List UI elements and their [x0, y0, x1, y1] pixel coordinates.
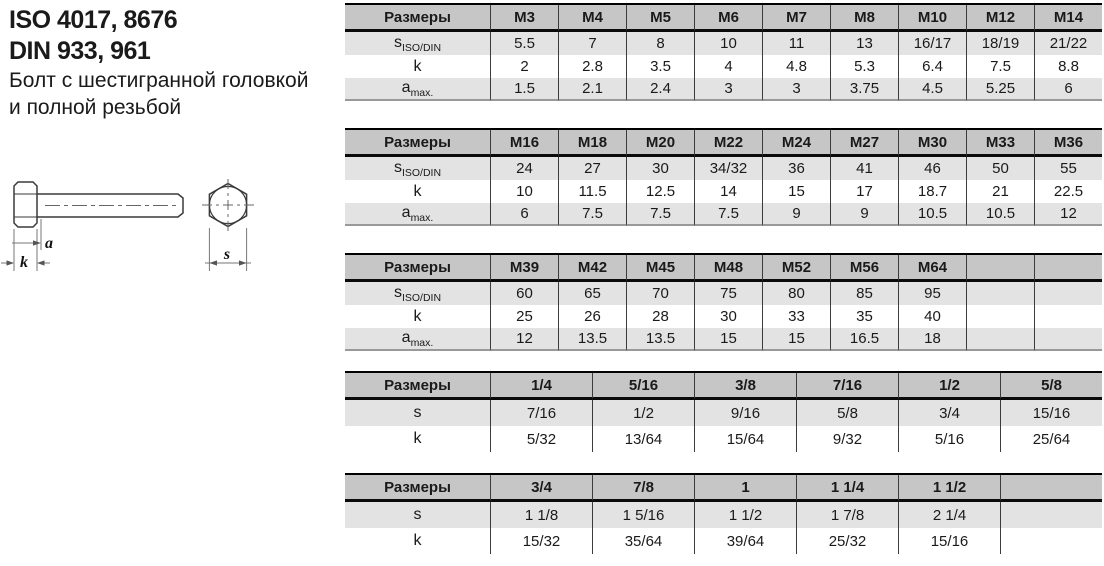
row-label-symbol: s	[393, 158, 402, 176]
column-header: M14	[1034, 5, 1102, 32]
table-corner-label: Размеры	[345, 373, 490, 400]
table-cell: 13/64	[592, 426, 694, 452]
table-cell: 17	[830, 180, 898, 203]
din-standard-title: DIN 933, 961	[9, 37, 151, 65]
table-cell: 13.5	[558, 328, 626, 351]
column-header	[1000, 475, 1102, 502]
table-cell: 12.5	[626, 180, 694, 203]
table-cell: 60	[490, 282, 558, 305]
dimension-table-5	[345, 473, 1102, 554]
table-cell: 35	[830, 305, 898, 328]
column-header: 1 1/4	[796, 475, 898, 502]
table-cell: 24	[490, 157, 558, 180]
column-header: M27	[830, 130, 898, 157]
column-header	[1034, 255, 1102, 282]
table-cell: 1 7/8	[796, 502, 898, 528]
table-cell: 80	[762, 282, 830, 305]
column-header: 7/8	[592, 475, 694, 502]
table-cell: 10	[490, 180, 558, 203]
table-cell: 18	[898, 328, 966, 351]
table-cell: 15/16	[1000, 400, 1102, 426]
table-cell: 2.8	[558, 55, 626, 78]
table-cell: 18.7	[898, 180, 966, 203]
table-cell: 36	[762, 157, 830, 180]
table-cell: 7.5	[694, 203, 762, 226]
table-cell: 2.1	[558, 78, 626, 101]
row-label	[345, 502, 490, 528]
table-cell	[1034, 282, 1102, 305]
table-cell: 8	[626, 32, 694, 55]
table-cell: 3.5	[626, 55, 694, 78]
row-label-subscript: max.	[410, 336, 434, 349]
table-cell: 11	[762, 32, 830, 55]
table-cell: 85	[830, 282, 898, 305]
row-label	[345, 305, 490, 328]
table-cell: 12	[1034, 203, 1102, 226]
table-cell: 1 5/16	[592, 502, 694, 528]
row-label-symbol: s	[393, 283, 402, 301]
table-corner-label: Размеры	[345, 255, 490, 282]
table-cell: 7.5	[966, 55, 1034, 78]
dimension-label-k: k	[20, 254, 28, 271]
table-cell: 3/4	[898, 400, 1000, 426]
table-cell: 65	[558, 282, 626, 305]
table-row	[345, 32, 1102, 55]
table-cell: 18/19	[966, 32, 1034, 55]
table-cell: 40	[898, 305, 966, 328]
bolt-head-outline	[14, 182, 37, 227]
table-cell: 2	[490, 55, 558, 78]
table-cell: 39/64	[694, 528, 796, 554]
column-header: M18	[558, 130, 626, 157]
table-cell: 8.8	[1034, 55, 1102, 78]
column-header: M45	[626, 255, 694, 282]
table-cell: 10.5	[966, 203, 1034, 226]
row-label-symbol: a	[401, 78, 411, 96]
table-cell: 7/16	[490, 400, 592, 426]
table-cell: 35/64	[592, 528, 694, 554]
column-header: 5/16	[592, 373, 694, 400]
column-header: M6	[694, 5, 762, 32]
column-header: 7/16	[796, 373, 898, 400]
arrowhead	[209, 260, 217, 265]
arrowhead	[37, 260, 45, 265]
table-cell: 70	[626, 282, 694, 305]
table-cell: 5/8	[796, 400, 898, 426]
table-row	[345, 400, 1102, 426]
table-cell: 5.3	[830, 55, 898, 78]
table-cell: 9/32	[796, 426, 898, 452]
table-row	[345, 180, 1102, 203]
column-header: 1	[694, 475, 796, 502]
row-label	[345, 528, 490, 554]
column-header: M64	[898, 255, 966, 282]
row-label	[345, 426, 490, 452]
column-header: 5/8	[1000, 373, 1102, 400]
row-label-subscript: max.	[410, 86, 434, 99]
row-label-subscript: max.	[410, 211, 434, 224]
row-label	[345, 180, 490, 203]
column-header: 1/4	[490, 373, 592, 400]
table-cell: 9/16	[694, 400, 796, 426]
dimension-tables-area	[345, 0, 1102, 566]
table-row	[345, 78, 1102, 101]
row-label-symbol: a	[401, 203, 411, 221]
table-cell: 5/16	[898, 426, 1000, 452]
table-cell: 4.5	[898, 78, 966, 101]
table-cell: 15/64	[694, 426, 796, 452]
column-header: M3	[490, 5, 558, 32]
table-cell: 1.5	[490, 78, 558, 101]
table-cell: 16/17	[898, 32, 966, 55]
table-cell: 3	[762, 78, 830, 101]
table-cell: 6	[1034, 78, 1102, 101]
table-cell: 2 1/4	[898, 502, 1000, 528]
row-label-symbol: s	[413, 404, 422, 421]
row-label-symbol: k	[413, 182, 422, 200]
column-header: M48	[694, 255, 762, 282]
column-header: M8	[830, 5, 898, 32]
table-row	[345, 528, 1102, 554]
table-cell: 25/64	[1000, 426, 1102, 452]
column-header: M33	[966, 130, 1034, 157]
table-cell: 22.5	[1034, 180, 1102, 203]
table-cell	[966, 282, 1034, 305]
table-cell	[1000, 528, 1102, 554]
bolt-side-view	[1, 182, 183, 271]
table-row	[345, 305, 1102, 328]
table-cell: 28	[626, 305, 694, 328]
row-label	[345, 282, 490, 305]
row-label	[345, 78, 490, 101]
column-header: 3/4	[490, 475, 592, 502]
title-block	[9, 5, 308, 121]
bolt-hex-view	[202, 179, 254, 271]
table-cell: 4	[694, 55, 762, 78]
table-cell: 12	[490, 328, 558, 351]
table-cell: 26	[558, 305, 626, 328]
table-cell: 15	[762, 328, 830, 351]
table-row	[345, 282, 1102, 305]
table-row	[345, 55, 1102, 78]
table-cell: 1 1/8	[490, 502, 592, 528]
table-cell: 5/32	[490, 426, 592, 452]
table-cell	[1034, 328, 1102, 351]
table-cell: 13	[830, 32, 898, 55]
table-cell	[966, 305, 1034, 328]
table-cell: 4.8	[762, 55, 830, 78]
table-cell: 11.5	[558, 180, 626, 203]
table-cell: 25/32	[796, 528, 898, 554]
table-cell: 3	[694, 78, 762, 101]
row-label-symbol: k	[413, 307, 422, 325]
table-cell: 15/32	[490, 528, 592, 554]
table-cell: 1 1/2	[694, 502, 796, 528]
column-header: M36	[1034, 130, 1102, 157]
column-header: M30	[898, 130, 966, 157]
arrowhead	[239, 260, 247, 265]
table-cell: 75	[694, 282, 762, 305]
column-header: M12	[966, 5, 1034, 32]
table-cell: 2.4	[626, 78, 694, 101]
column-header: M24	[762, 130, 830, 157]
table-row	[345, 328, 1102, 351]
dimension-label-s: s	[223, 246, 231, 263]
table-cell: 7.5	[558, 203, 626, 226]
table-cell	[966, 328, 1034, 351]
column-header: M56	[830, 255, 898, 282]
row-label	[345, 157, 490, 180]
column-header: M5	[626, 5, 694, 32]
column-header: 1 1/2	[898, 475, 1000, 502]
table-cell: 16.5	[830, 328, 898, 351]
table-cell: 9	[830, 203, 898, 226]
column-header: 1/2	[898, 373, 1000, 400]
table-cell: 14	[694, 180, 762, 203]
iso-standard-title: ISO 4017, 8676	[9, 6, 178, 34]
row-label-subscript: ISO/DIN	[401, 41, 442, 54]
row-label	[345, 400, 490, 426]
table-cell: 10.5	[898, 203, 966, 226]
row-label-subscript: ISO/DIN	[401, 291, 442, 304]
bolt-technical-drawing	[0, 168, 290, 338]
table-cell: 15/16	[898, 528, 1000, 554]
column-header: M16	[490, 130, 558, 157]
row-label-symbol: s	[413, 506, 422, 523]
row-label-symbol: k	[413, 57, 422, 75]
column-header: M42	[558, 255, 626, 282]
table-corner-label: Размеры	[345, 5, 490, 32]
table-corner-label: Размеры	[345, 130, 490, 157]
table-cell: 25	[490, 305, 558, 328]
table-cell: 13.5	[626, 328, 694, 351]
table-cell: 46	[898, 157, 966, 180]
table-cell: 10	[694, 32, 762, 55]
table-row	[345, 157, 1102, 180]
dimension-table-1	[345, 3, 1102, 101]
table-cell: 41	[830, 157, 898, 180]
row-label	[345, 328, 490, 351]
dimension-table-4	[345, 371, 1102, 452]
row-label-subscript: ISO/DIN	[401, 166, 442, 179]
table-cell: 21/22	[1034, 32, 1102, 55]
table-cell: 55	[1034, 157, 1102, 180]
row-label-symbol: k	[413, 430, 422, 447]
table-cell: 34/32	[694, 157, 762, 180]
table-cell: 6.4	[898, 55, 966, 78]
table-row	[345, 203, 1102, 226]
row-label	[345, 32, 490, 55]
table-cell: 6	[490, 203, 558, 226]
table-cell: 50	[966, 157, 1034, 180]
dimension-label-a: a	[45, 235, 53, 252]
table-cell: 30	[626, 157, 694, 180]
column-header: M39	[490, 255, 558, 282]
table-cell: 7.5	[626, 203, 694, 226]
column-header: M20	[626, 130, 694, 157]
table-cell: 1/2	[592, 400, 694, 426]
table-row	[345, 426, 1102, 452]
column-header: M52	[762, 255, 830, 282]
column-header: M10	[898, 5, 966, 32]
row-label	[345, 55, 490, 78]
dimension-table-2	[345, 128, 1102, 226]
table-cell: 15	[694, 328, 762, 351]
column-header: M4	[558, 5, 626, 32]
table-cell: 30	[694, 305, 762, 328]
table-cell: 9	[762, 203, 830, 226]
bolt-description-line2: и полной резьбой	[9, 96, 182, 119]
table-cell: 95	[898, 282, 966, 305]
table-cell: 15	[762, 180, 830, 203]
table-cell: 21	[966, 180, 1034, 203]
row-label-symbol: k	[413, 532, 422, 549]
row-label-symbol: a	[401, 328, 411, 346]
table-cell	[1000, 502, 1102, 528]
table-corner-label: Размеры	[345, 475, 490, 502]
table-row	[345, 502, 1102, 528]
table-cell: 7	[558, 32, 626, 55]
column-header	[966, 255, 1034, 282]
arrowhead	[7, 260, 15, 265]
column-header: M7	[762, 5, 830, 32]
row-label-symbol: s	[393, 33, 402, 51]
table-cell: 33	[762, 305, 830, 328]
table-cell: 5.25	[966, 78, 1034, 101]
dimension-table-3	[345, 253, 1102, 351]
table-cell	[1034, 305, 1102, 328]
bolt-description-line1: Болт с шестигранной головкой	[9, 69, 309, 92]
table-cell: 3.75	[830, 78, 898, 101]
column-header: M22	[694, 130, 762, 157]
column-header: 3/8	[694, 373, 796, 400]
table-cell: 5.5	[490, 32, 558, 55]
row-label	[345, 203, 490, 226]
table-cell: 27	[558, 157, 626, 180]
